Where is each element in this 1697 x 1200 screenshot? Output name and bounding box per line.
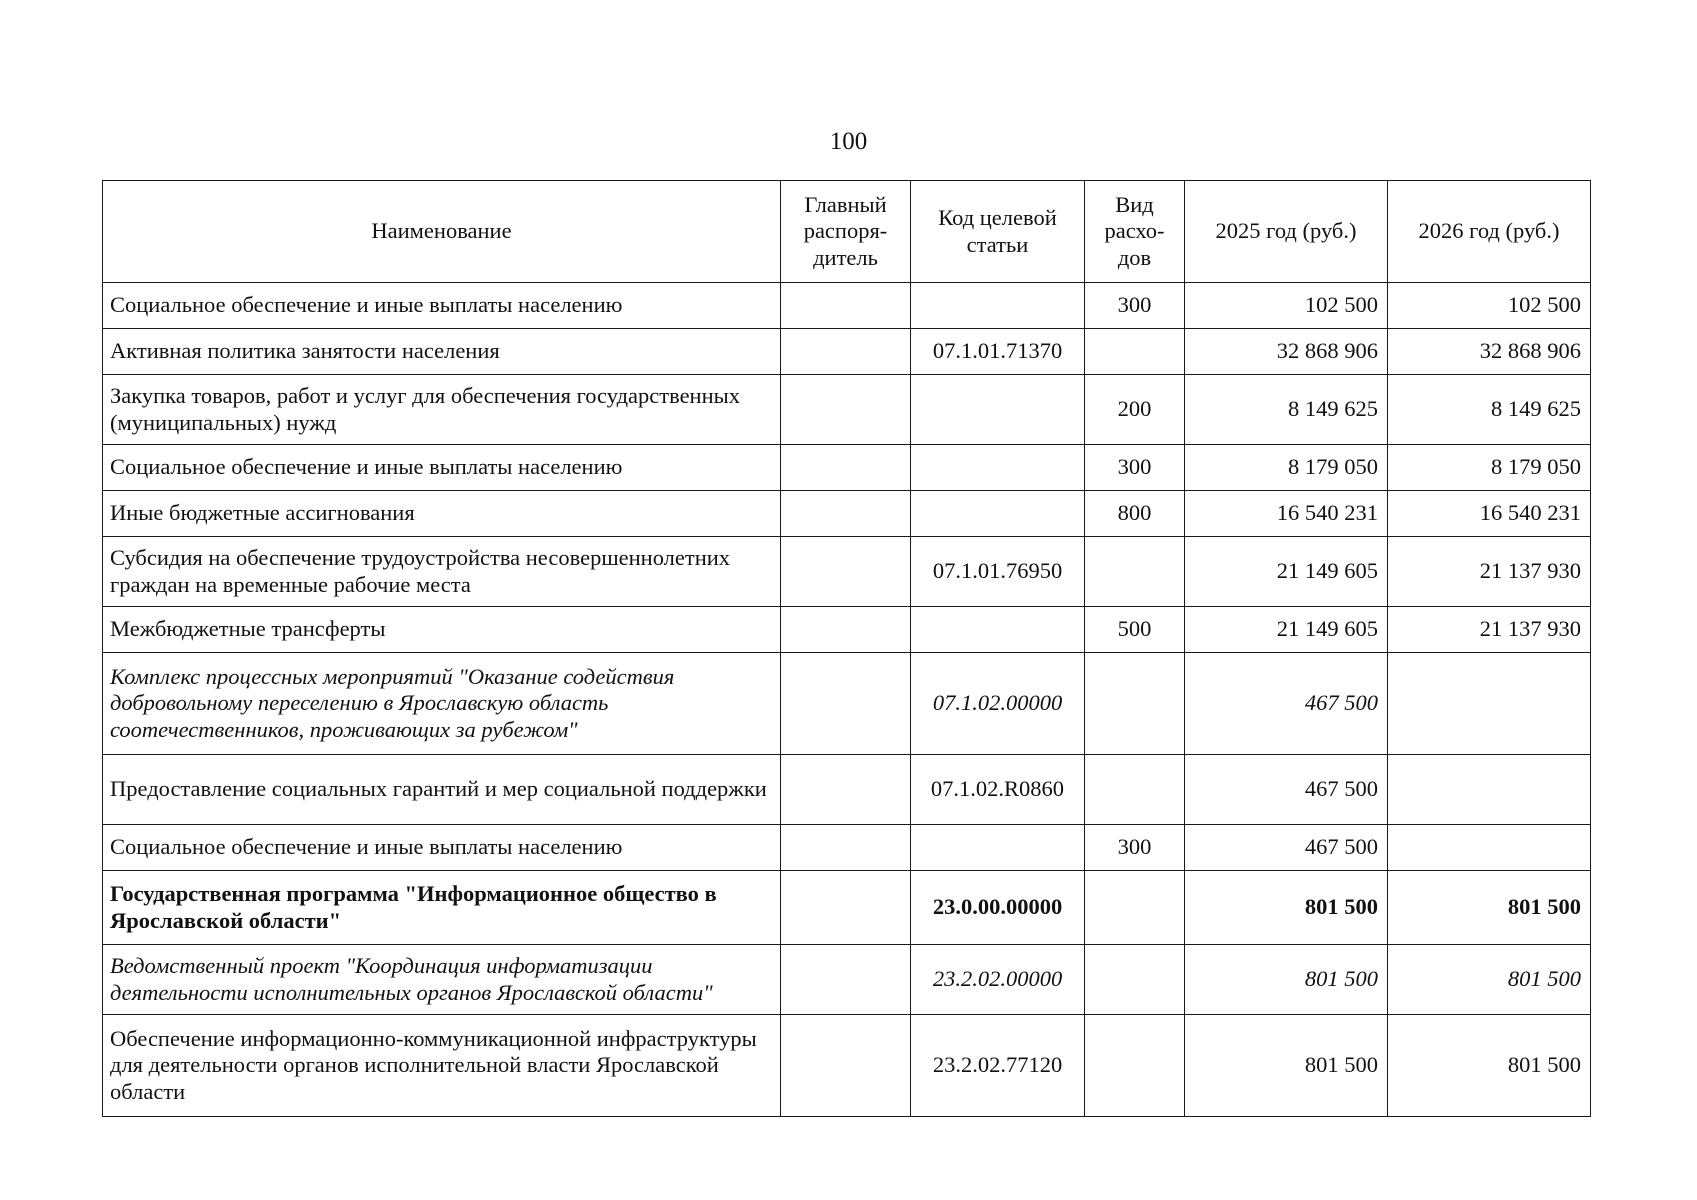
cell-admin (781, 1015, 911, 1117)
cell-2026: 801 500 (1388, 1015, 1591, 1117)
budget-table (102, 180, 1591, 1117)
table-row (103, 825, 1591, 871)
cell-2025: 801 500 (1185, 945, 1388, 1015)
cell-type: 300 (1085, 283, 1185, 329)
cell-code (911, 607, 1085, 653)
table-header-row (103, 181, 1591, 283)
cell-admin (781, 653, 911, 755)
cell-name: Социальное обеспечение и иные выплаты населению (103, 825, 781, 871)
cell-2025: 32 868 906 (1185, 329, 1388, 375)
cell-admin (781, 329, 911, 375)
cell-2026: 102 500 (1388, 283, 1591, 329)
cell-name: Активная политика занятости населения (103, 329, 781, 375)
table-row (103, 871, 1591, 945)
cell-type (1085, 755, 1185, 825)
cell-type (1085, 329, 1185, 375)
cell-admin (781, 491, 911, 537)
table-body (103, 283, 1591, 1117)
cell-type: 800 (1085, 491, 1185, 537)
cell-admin (781, 283, 911, 329)
cell-name: Предоставление социальных гарантий и мер социальной поддержки (103, 755, 781, 825)
cell-name: Ведомственный проект "Координация информатизации деятельности исполнительных органов Ярославской области" (103, 945, 781, 1015)
cell-code: 23.2.02.77120 (911, 1015, 1085, 1117)
cell-name: Социальное обеспечение и иные выплаты населению (103, 283, 781, 329)
cell-code: 07.1.02.00000 (911, 653, 1085, 755)
cell-code (911, 283, 1085, 329)
cell-admin (781, 607, 911, 653)
cell-type: 300 (1085, 445, 1185, 491)
header-2026: 2026 год (руб.) (1388, 181, 1591, 283)
cell-code (911, 491, 1085, 537)
cell-code: 23.2.02.00000 (911, 945, 1085, 1015)
cell-name: Социальное обеспечение и иные выплаты населению (103, 445, 781, 491)
cell-2025: 467 500 (1185, 755, 1388, 825)
page-number: 100 (829, 128, 868, 155)
cell-type: 200 (1085, 375, 1185, 445)
cell-code: 23.0.00.00000 (911, 871, 1085, 945)
cell-admin (781, 945, 911, 1015)
cell-name: Субсидия на обеспечение трудоустройства несовершеннолетних граждан на временные рабочие места (103, 537, 781, 607)
cell-name: Обеспечение информационно-коммуникационной инфраструктуры для деятельности органов исполнительной власти Ярославской области (103, 1015, 781, 1117)
header-admin: Главный распоря-дитель (781, 181, 911, 283)
header-2025: 2025 год (руб.) (1185, 181, 1388, 283)
cell-code: 07.1.01.76950 (911, 537, 1085, 607)
cell-2025: 467 500 (1185, 825, 1388, 871)
cell-name: Закупка товаров, работ и услуг для обеспечения государственных (муниципальных) нужд (103, 375, 781, 445)
cell-2026: 16 540 231 (1388, 491, 1591, 537)
cell-type (1085, 653, 1185, 755)
cell-name: Межбюджетные трансферты (103, 607, 781, 653)
cell-2025: 21 149 605 (1185, 607, 1388, 653)
cell-type (1085, 945, 1185, 1015)
table-row (103, 1015, 1591, 1117)
cell-2025: 801 500 (1185, 1015, 1388, 1117)
cell-admin (781, 445, 911, 491)
cell-name: Иные бюджетные ассигнования (103, 491, 781, 537)
table-row (103, 607, 1591, 653)
cell-2025: 8 179 050 (1185, 445, 1388, 491)
cell-type: 300 (1085, 825, 1185, 871)
cell-2025: 8 149 625 (1185, 375, 1388, 445)
cell-code: 07.1.01.71370 (911, 329, 1085, 375)
table-row (103, 537, 1591, 607)
cell-code (911, 375, 1085, 445)
cell-2026: 21 137 930 (1388, 607, 1591, 653)
cell-name: Государственная программа "Информационное общество в Ярославской области" (103, 871, 781, 945)
table-row (103, 755, 1591, 825)
table-row (103, 653, 1591, 755)
header-name: Наименование (103, 181, 781, 283)
cell-type (1085, 871, 1185, 945)
cell-2026 (1388, 653, 1591, 755)
table-row (103, 375, 1591, 445)
cell-type (1085, 537, 1185, 607)
cell-type: 500 (1085, 607, 1185, 653)
cell-admin (781, 375, 911, 445)
cell-2025: 467 500 (1185, 653, 1388, 755)
header-type: Вид расхо-дов (1085, 181, 1185, 283)
header-code: Код целевой статьи (911, 181, 1085, 283)
cell-name: Комплекс процессных мероприятий "Оказание содействия добровольному переселению в Ярославскую область соотечественников, проживающих за рубежом" (103, 653, 781, 755)
table-row (103, 445, 1591, 491)
cell-admin (781, 755, 911, 825)
table-row (103, 491, 1591, 537)
cell-code (911, 825, 1085, 871)
table-row (103, 329, 1591, 375)
table-row (103, 283, 1591, 329)
cell-code (911, 445, 1085, 491)
cell-2025: 16 540 231 (1185, 491, 1388, 537)
cell-2026 (1388, 825, 1591, 871)
cell-2025: 102 500 (1185, 283, 1388, 329)
cell-2026: 801 500 (1388, 945, 1591, 1015)
cell-2026: 801 500 (1388, 871, 1591, 945)
cell-2025: 801 500 (1185, 871, 1388, 945)
cell-admin (781, 825, 911, 871)
cell-admin (781, 537, 911, 607)
cell-code: 07.1.02.R0860 (911, 755, 1085, 825)
cell-2026: 8 149 625 (1388, 375, 1591, 445)
cell-2026: 21 137 930 (1388, 537, 1591, 607)
cell-2026: 8 179 050 (1388, 445, 1591, 491)
table-row (103, 945, 1591, 1015)
cell-type (1085, 1015, 1185, 1117)
cell-2026 (1388, 755, 1591, 825)
cell-admin (781, 871, 911, 945)
cell-2025: 21 149 605 (1185, 537, 1388, 607)
cell-2026: 32 868 906 (1388, 329, 1591, 375)
